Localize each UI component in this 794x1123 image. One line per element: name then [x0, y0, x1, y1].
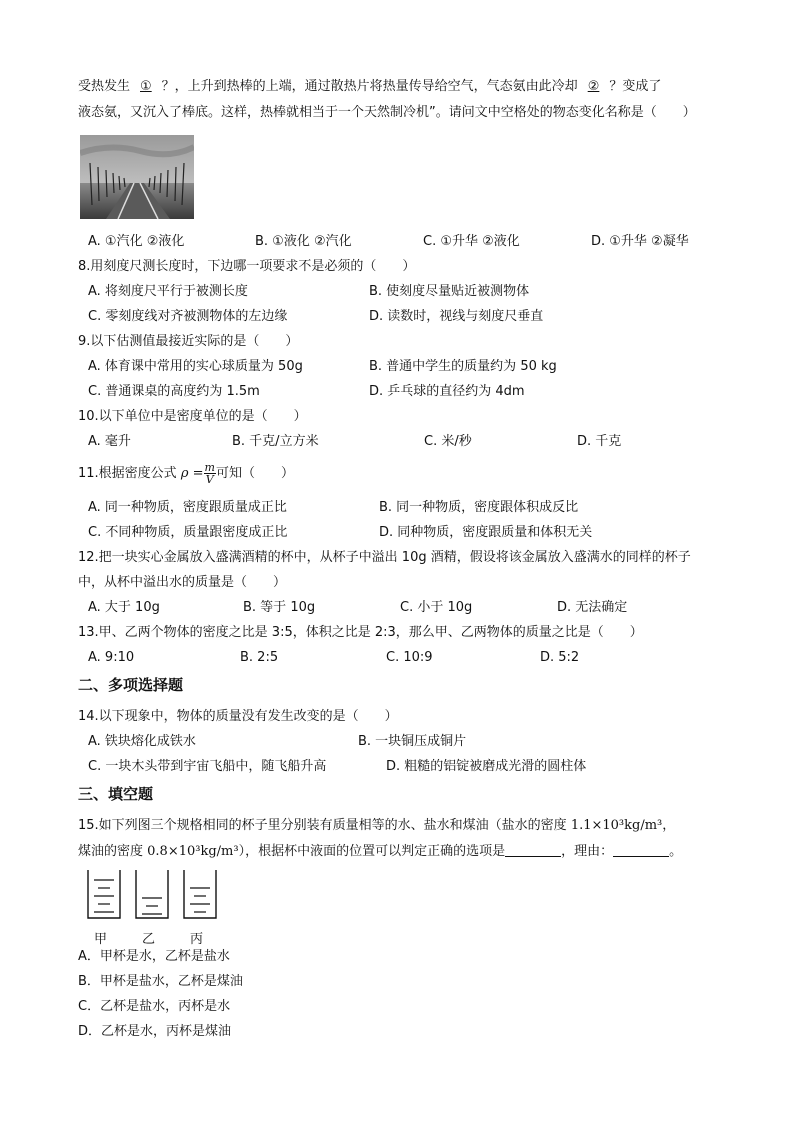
q12-option-a[interactable]: A. 大于 10g	[88, 600, 160, 615]
q15-option-d[interactable]: D．乙杯是水，丙杯是煤油	[78, 1024, 232, 1039]
kerosene-density: 0.8×10³kg/m³	[147, 844, 239, 859]
answer-blank[interactable]	[505, 842, 561, 857]
q13-option-c[interactable]: C. 10:9	[386, 650, 433, 665]
q8-option-a[interactable]: A. 将刻度尺平行于被测长度	[88, 284, 248, 299]
q7-line1: 受热发生 ① ？，上升到热棒的上端，通过散热片将热量传导给空气，气态氨由此冷却 ② ？变成了	[78, 79, 662, 94]
q9-option-c[interactable]: C. 普通课桌的高度约为 1.5m	[88, 384, 260, 399]
q11-option-c[interactable]: C. 不同种物质，质量跟密度成正比	[88, 525, 288, 540]
q11-option-a[interactable]: A. 同一种物质，密度跟质量成正比	[88, 500, 287, 515]
q12-line1: 12.把一块实心金属放入盛满酒精的杯中，从杯子中溢出 10g 酒精，假设将该金属放入盛满水的同样的杯子	[78, 550, 691, 565]
q9-option-b[interactable]: B. 普通中学生的质量约为 50 kg	[369, 359, 557, 374]
section-fill-in: 三、填空题	[78, 785, 154, 803]
section-multiple-choice: 二、多项选择题	[78, 676, 184, 694]
q14-option-d[interactable]: D. 粗糙的铝锭被磨成光滑的圆柱体	[386, 759, 587, 774]
q12-option-d[interactable]: D. 无法确定	[557, 600, 628, 615]
railway-heat-pipe-photo	[80, 135, 194, 219]
q14-option-b[interactable]: B. 一块铜压成铜片	[358, 734, 467, 749]
q15-line2: 煤油的密度 0.8×10³kg/m³），根据杯中液面的位置可以判定正确的选项是 ，理由： 。	[78, 844, 683, 859]
q10-option-c[interactable]: C. 米/秒	[424, 434, 472, 449]
q10-option-d[interactable]: D. 千克	[577, 434, 622, 449]
q14-stem: 14.以下现象中，物体的质量没有发生改变的是（ ）	[78, 709, 398, 724]
q8-option-b[interactable]: B. 使刻度尽量贴近被测物体	[369, 284, 530, 299]
q13-stem: 13.甲、乙两个物体的密度之比是 3:5，体积之比是 2:3，那么甲、乙两物体的质量之比是（ ）	[78, 625, 643, 640]
mass-over-volume: $\frac{m}{V}$	[204, 461, 215, 486]
three-cups-diagram	[84, 868, 224, 922]
q11-stem: 11.根据密度公式 ρ = $\frac{m}{V}$ 可知（ ）	[78, 461, 294, 486]
q7-option-a[interactable]: A. ①汽化 ②液化	[88, 234, 185, 249]
q10-stem: 10.以下单位中是密度单位的是（ ）	[78, 409, 307, 424]
q9-option-d[interactable]: D. 乒乓球的直径约为 4dm	[369, 384, 525, 399]
q12-option-c[interactable]: C. 小于 10g	[400, 600, 473, 615]
q8-option-c[interactable]: C. 零刻度线对齐被测物体的左边缘	[88, 309, 288, 324]
q15-option-a[interactable]: A．甲杯是水，乙杯是盐水	[78, 949, 230, 964]
q13-option-a[interactable]: A. 9:10	[88, 650, 135, 665]
q15-option-c[interactable]: C．乙杯是盐水，丙杯是水	[78, 999, 231, 1014]
q12-line2: 中，从杯中溢出水的质量是（ ）	[78, 575, 287, 590]
q9-option-a[interactable]: A. 体育课中常用的实心球质量为 50g	[88, 359, 303, 374]
q8-option-d[interactable]: D. 读数时，视线与刻度尺垂直	[369, 309, 544, 324]
q7-blank2: ②	[587, 79, 600, 94]
q14-option-c[interactable]: C. 一块木头带到宇宙飞船中，随飞船升高	[88, 759, 327, 774]
q8-stem: 8.用刻度尺测长度时，下边哪一项要求不是必须的（ ）	[78, 259, 416, 274]
cup-label-bing: 丙	[190, 932, 204, 947]
cup-label-yi: 乙	[142, 932, 156, 947]
cup-yi	[136, 870, 168, 918]
q15-line1: 15.如下列图三个规格相同的杯子里分别装有质量相等的水、盐水和煤油（盐水的密度 1.1×10³kg/m³，	[78, 818, 676, 833]
q7-option-c[interactable]: C. ①升华 ②液化	[423, 234, 520, 249]
q11-option-b[interactable]: B. 同一种物质，密度跟体积成反比	[379, 500, 579, 515]
cup-label-jia: 甲	[94, 932, 108, 947]
q9-stem: 9.以下估测值最接近实际的是（ ）	[78, 334, 299, 349]
cup-bing	[184, 870, 216, 918]
q7-blank1: ①	[140, 79, 152, 94]
q14-option-a[interactable]: A. 铁块熔化成铁水	[88, 734, 196, 749]
salt-water-density: 1.1×10³kg/m³	[570, 818, 663, 833]
cup-jia	[88, 870, 120, 918]
q7-option-b[interactable]: B. ①液化 ②汽化	[255, 234, 352, 249]
q12-option-b[interactable]: B. 等于 10g	[243, 600, 316, 615]
q15-option-b[interactable]: B．甲杯是盐水，乙杯是煤油	[78, 974, 243, 989]
q10-option-a[interactable]: A. 毫升	[88, 434, 131, 449]
density-formula: ρ =	[180, 466, 204, 481]
q7-option-d[interactable]: D. ①升华 ②凝华	[591, 234, 689, 249]
q11-option-d[interactable]: D. 同种物质，密度跟质量和体积无关	[379, 525, 593, 540]
reason-blank[interactable]	[613, 842, 669, 857]
q10-option-b[interactable]: B. 千克/立方米	[232, 434, 319, 449]
q13-option-d[interactable]: D. 5:2	[540, 650, 580, 665]
q13-option-b[interactable]: B. 2:5	[240, 650, 279, 665]
q7-line2: 液态氨，又沉入了棒底。这样，热棒就相当于一个天然制冷机”。请问文中空格处的物态变化名称是（ ）	[78, 105, 696, 120]
